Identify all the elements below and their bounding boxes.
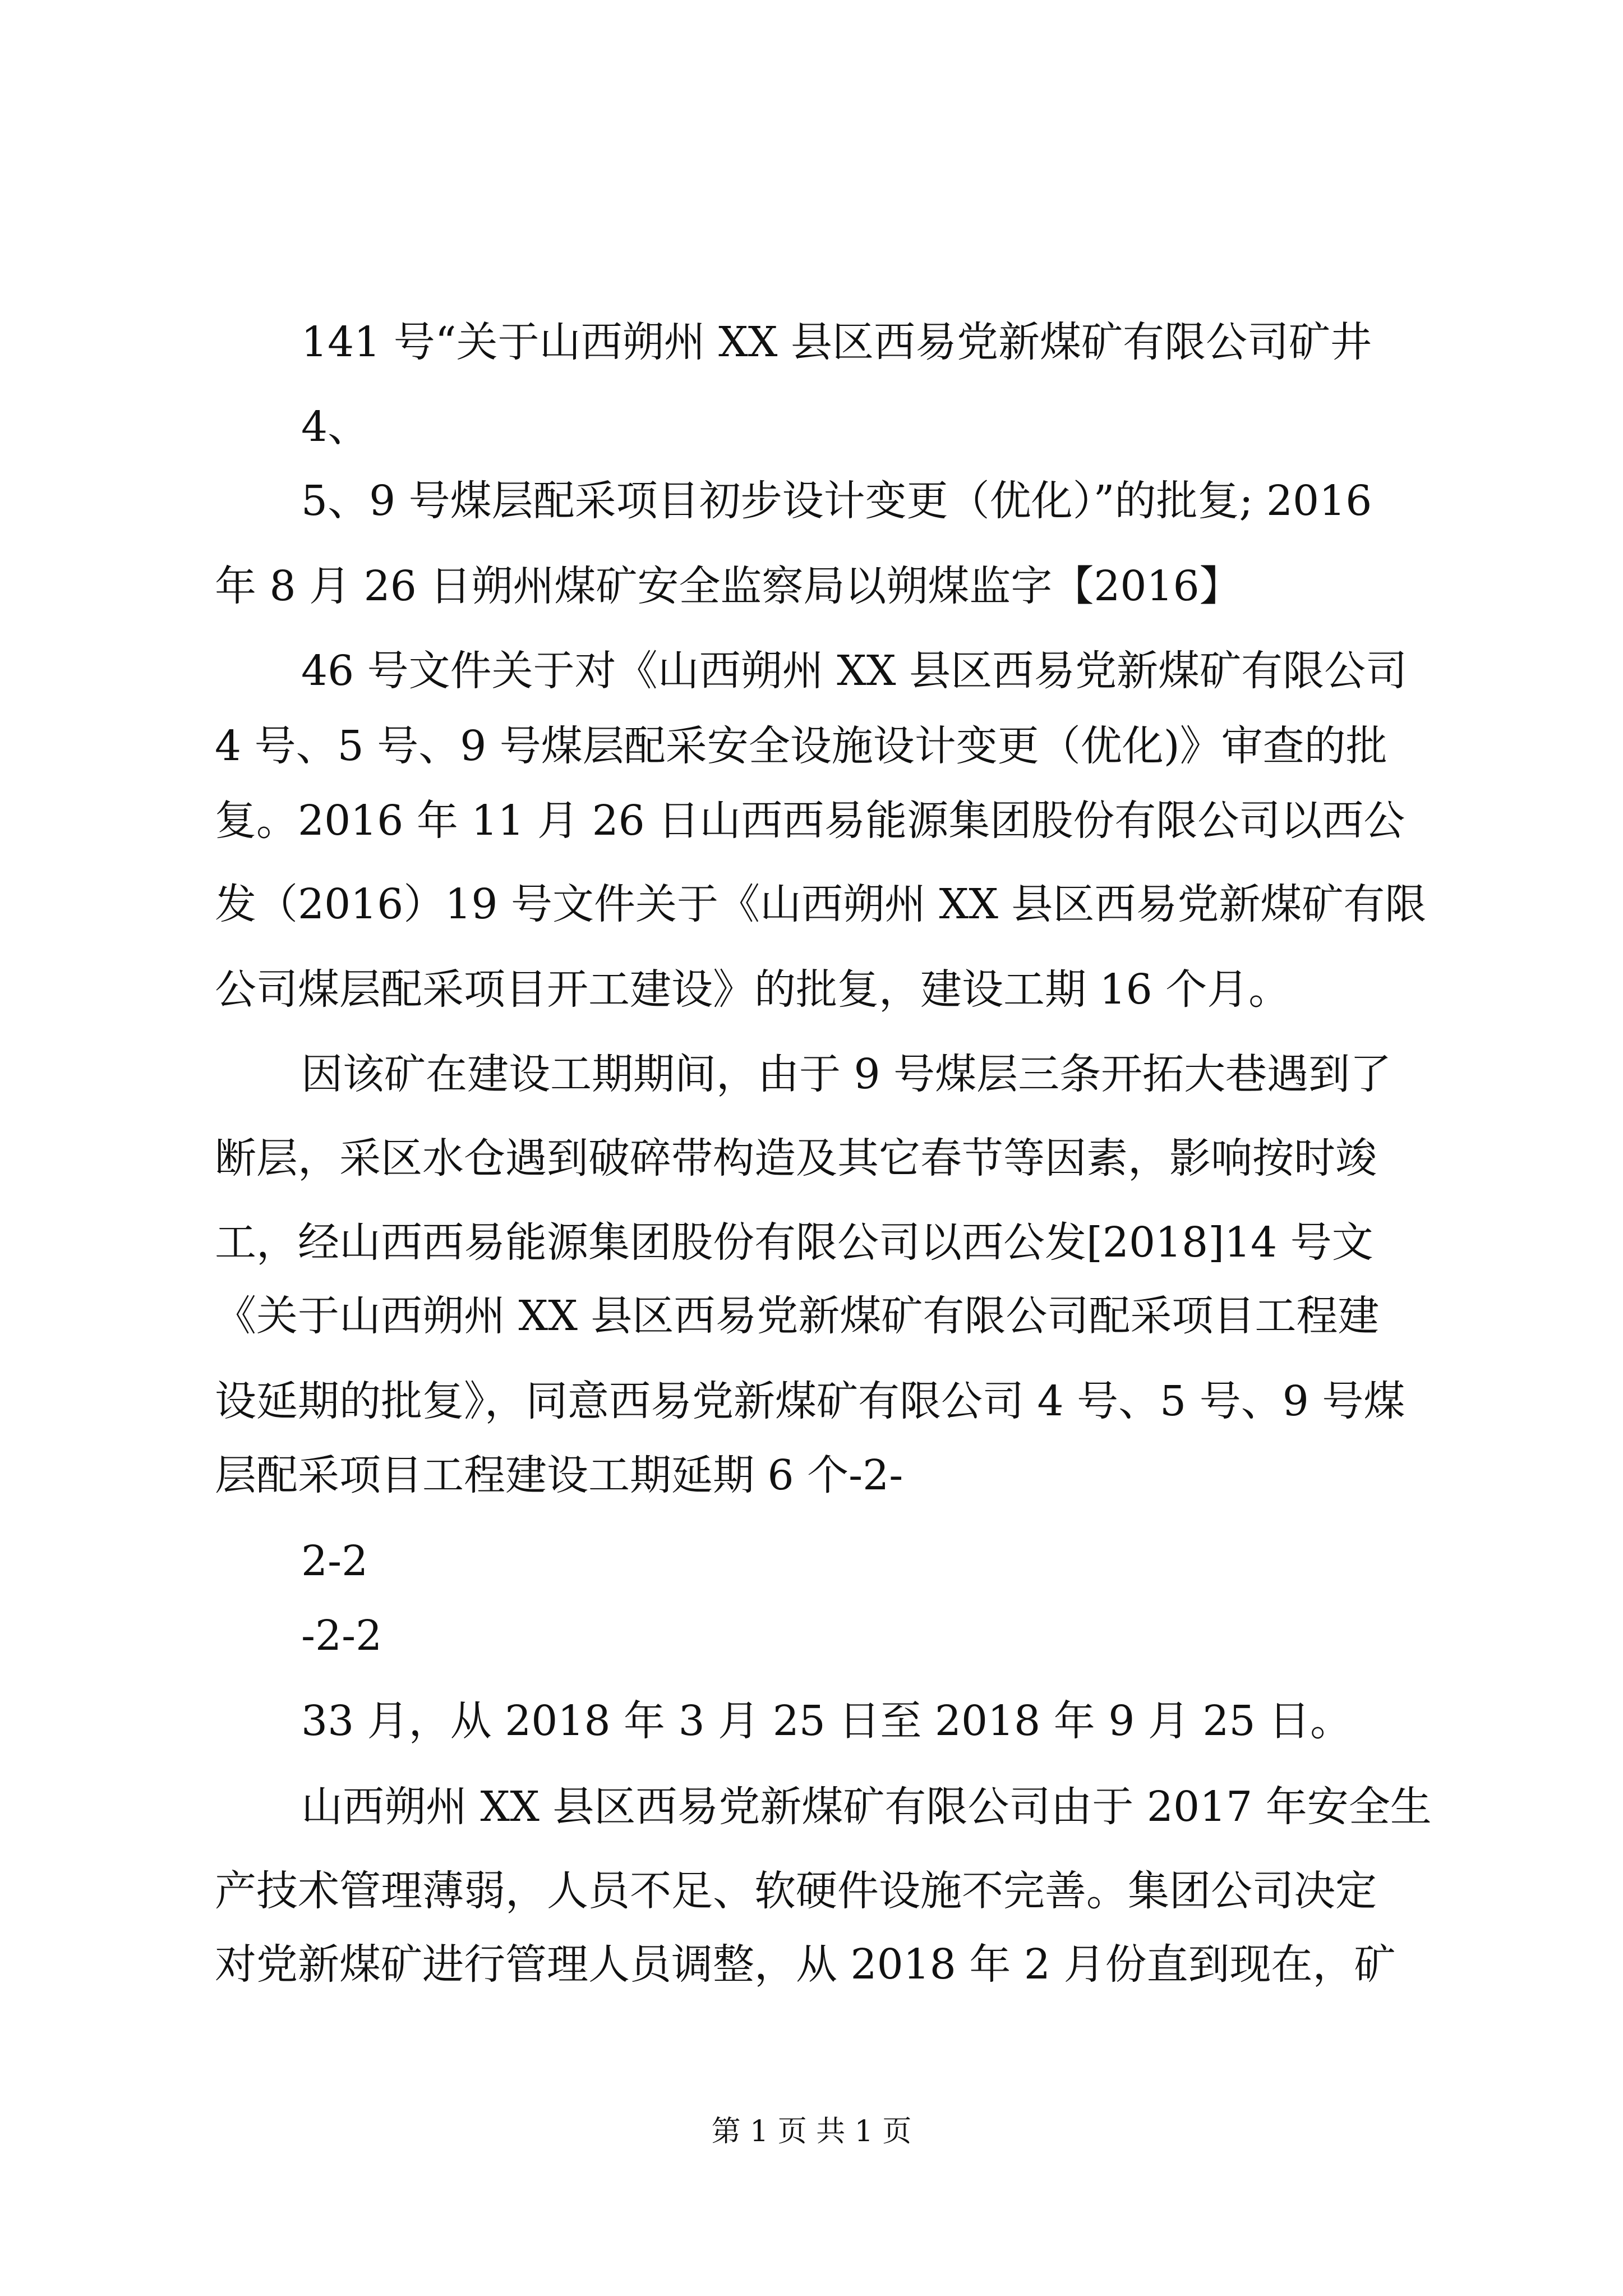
text-line: 4、 <box>301 403 370 451</box>
text-line: -2-2 <box>301 1612 382 1660</box>
text-line: 年 8 月 26 日朔州煤矿安全监察局以朔煤监字【2016】 <box>215 562 1241 610</box>
text-line: 4 号、5 号、9 号煤层配采安全设施设计变更（优化)》审查的批 <box>215 722 1387 770</box>
text-line: 断层，采区水仓遇到破碎带构造及其它春节等因素，影响按时竣 <box>215 1134 1377 1182</box>
text-line: 设延期的批复》，同意西易党新煤矿有限公司 4 号、5 号、9 号煤 <box>215 1377 1405 1425</box>
text-line: 141 号“关于山西朔州 XX 县区西易党新煤矿有限公司矿井 <box>301 318 1372 366</box>
text-line: 5、9 号煤层配采项目初步设计变更（优化）”的批复; 2016 <box>301 477 1372 525</box>
text-line: 46 号文件关于对《山西朔州 XX 县区西易党新煤矿有限公司 <box>301 647 1408 695</box>
page-number-footer: 第 1 页 共 1 页 <box>711 2115 912 2148</box>
text-line: 层配采项目工程建设工期延期 6 个-2- <box>215 1451 903 1499</box>
text-line: 33 月，从 2018 年 3 月 25 日至 2018 年 9 月 25 日。 <box>301 1697 1352 1745</box>
text-line: 因该矿在建设工期期间，由于 9 号煤层三条开拓大巷遇到了 <box>301 1050 1392 1098</box>
text-line: 公司煤层配采项目开工建设》的批复，建设工期 16 个月。 <box>215 965 1290 1014</box>
text-line: 2-2 <box>301 1537 368 1585</box>
text-line: 发（2016）19 号文件关于《山西朔州 XX 县区西易党新煤矿有限 <box>215 880 1427 928</box>
text-line: 产技术管理薄弱，人员不足、软硬件设施不完善。集团公司决定 <box>215 1867 1377 1915</box>
text-line: 山西朔州 XX 县区西易党新煤矿有限公司由于 2017 年安全生 <box>301 1783 1432 1831</box>
text-line: 工，经山西西易能源集团股份有限公司以西公发[2018]14 号文 <box>215 1218 1373 1267</box>
text-line: 复。2016 年 11 月 26 日山西西易能源集团股份有限公司以西公 <box>215 797 1405 845</box>
text-line: 《关于山西朔州 XX 县区西易党新煤矿有限公司配采项目工程建 <box>215 1292 1380 1340</box>
text-line: 对党新煤矿进行管理人员调整，从 2018 年 2 月份直到现在，矿 <box>215 1940 1396 1989</box>
